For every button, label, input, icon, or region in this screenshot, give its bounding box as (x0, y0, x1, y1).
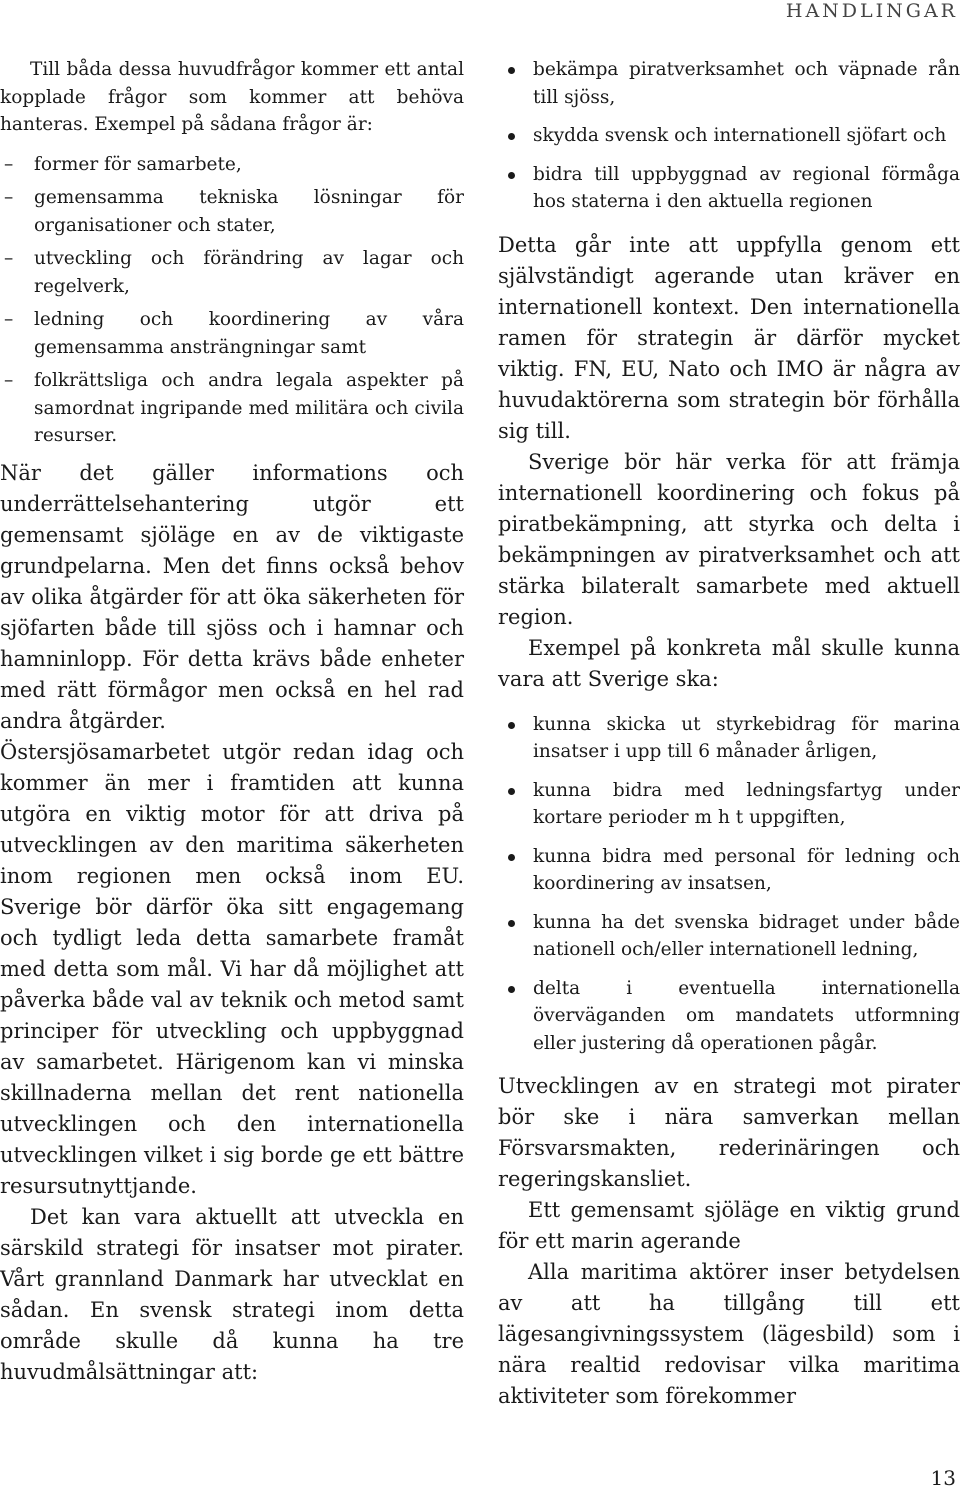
body-paragraph: När det gäller informations och underrättelsehantering utgör ett gemensamt sjöläge en av de viktigaste grundpelarna. Men det finns också behov av olika åtgärder för att öka säkerheten för sjöfarten både till sjöss och i hamnar och hamninlopp. För detta krävs både enheter med rätt förmågor men också en hel rad andra åtgärder. (0, 460, 464, 733)
goals-list (498, 56, 960, 216)
left-column (0, 0, 464, 1388)
example-item: kunna bidra med ledningsfartyg under kortare perioder m h t uppgiften, (498, 777, 960, 832)
body-paragraph: Sverige bör här verka för att främja internationell koordinering och fokus på piratbekämpning, att styrka och delta i bekämpningen av piratverksamhet och att stärka bilateralt samarbete med aktuell region. (498, 449, 960, 629)
dash-item: – ledning och koordinering av våra gemensamma ansträngningar samt (0, 306, 464, 361)
example-item: delta i eventuella internationella överväganden om mandatets utformning eller justering då operationen pågår. (498, 975, 960, 1058)
dash-item: – utveckling och förändring av lagar och regelverk, (0, 245, 464, 300)
body-paragraph: Alla maritima aktörer inser betydelsen av att ha tillgång till ett lägesangivningssystem (lägesbild) som i nära realtid redovisar vilka maritima aktiviteter som förekommer (498, 1260, 960, 1408)
subheading-paragraph: Ett gemensamt sjöläge en viktig grund för ett marin agerande (498, 1198, 960, 1253)
right-column (498, 0, 960, 1412)
body-paragraph: Utvecklingen av en strategi mot pirater bör ske i nära samverkan mellan Försvarsmakten, rederinäringen och regeringskansliet. (498, 1074, 960, 1191)
body-paragraph: Detta går inte att uppfylla genom ett självständigt agerande utan kräver en internationell kontext. Den internationella ramen för strategin är därför mycket viktig. FN, EU, Nato och IMO är några av huvudaktörerna som strategin bör förhålla sig till. (498, 232, 960, 443)
dash-item: – folkrättsliga och andra legala aspekter på samordnat ingripande med militära och civila resurser. (0, 367, 464, 450)
page-number: 13 (930, 1466, 956, 1490)
section-header: HANDLINGAR (785, 0, 958, 22)
goal-item: bidra till uppbyggnad av regional förmåga hos staterna i den aktuella regionen (498, 161, 960, 216)
examples-list (498, 711, 960, 1058)
body-paragraph: Det kan vara aktuellt att utveckla en särskild strategi för insatser mot pirater. Vårt grannland Danmark har utvecklat en sådan. En svensk strategi inom detta område skulle då kunna ha tre huvudmålsättningar att: (0, 1204, 464, 1384)
goal-item: skydda svensk och internationell sjöfart och (498, 122, 960, 150)
example-item: kunna skicka ut styrkebidrag för marina insatser i upp till 6 månader årligen, (498, 711, 960, 766)
dash-item: – former för samarbete, (0, 151, 464, 179)
dash-list (0, 151, 464, 450)
body-paragraph: Exempel på konkreta mål skulle kunna vara att Sverige ska: (498, 635, 960, 691)
example-item: kunna bidra med personal för ledning och koordinering av insatsen, (498, 843, 960, 898)
goal-item: bekämpa piratverksamhet och väpnade rån till sjöss, (498, 56, 960, 111)
example-item: kunna ha det svenska bidraget under både nationell och/eller internationell ledning, (498, 909, 960, 964)
dash-item: – gemensamma tekniska lösningar för organisationer och stater, (0, 184, 464, 239)
intro-paragraph: Till båda dessa huvudfrågor kommer ett antal kopplade frågor som kommer att behöva hanteras. Exempel på sådana frågor är: (0, 59, 464, 135)
body-paragraph: Östersjösamarbetet utgör redan idag och kommer än mer i framtiden att kunna utgöra en viktig motor för att driva på utvecklingen av den maritima säkerheten inom regionen men också inom EU. Sverige bör därför öka sitt engagemang och tydligt leda detta samarbete framåt med detta som mål. Vi har då möjlighet att påverka både val av teknik och metod samt principer för utveckling och uppbyggnad av samarbetet. Härigenom kan vi minska skillnaderna mellan det rent nationella utvecklingen och den internationella utvecklingen vilket i sig borde ge ett bättre resursutnyttjande. (0, 739, 464, 1198)
